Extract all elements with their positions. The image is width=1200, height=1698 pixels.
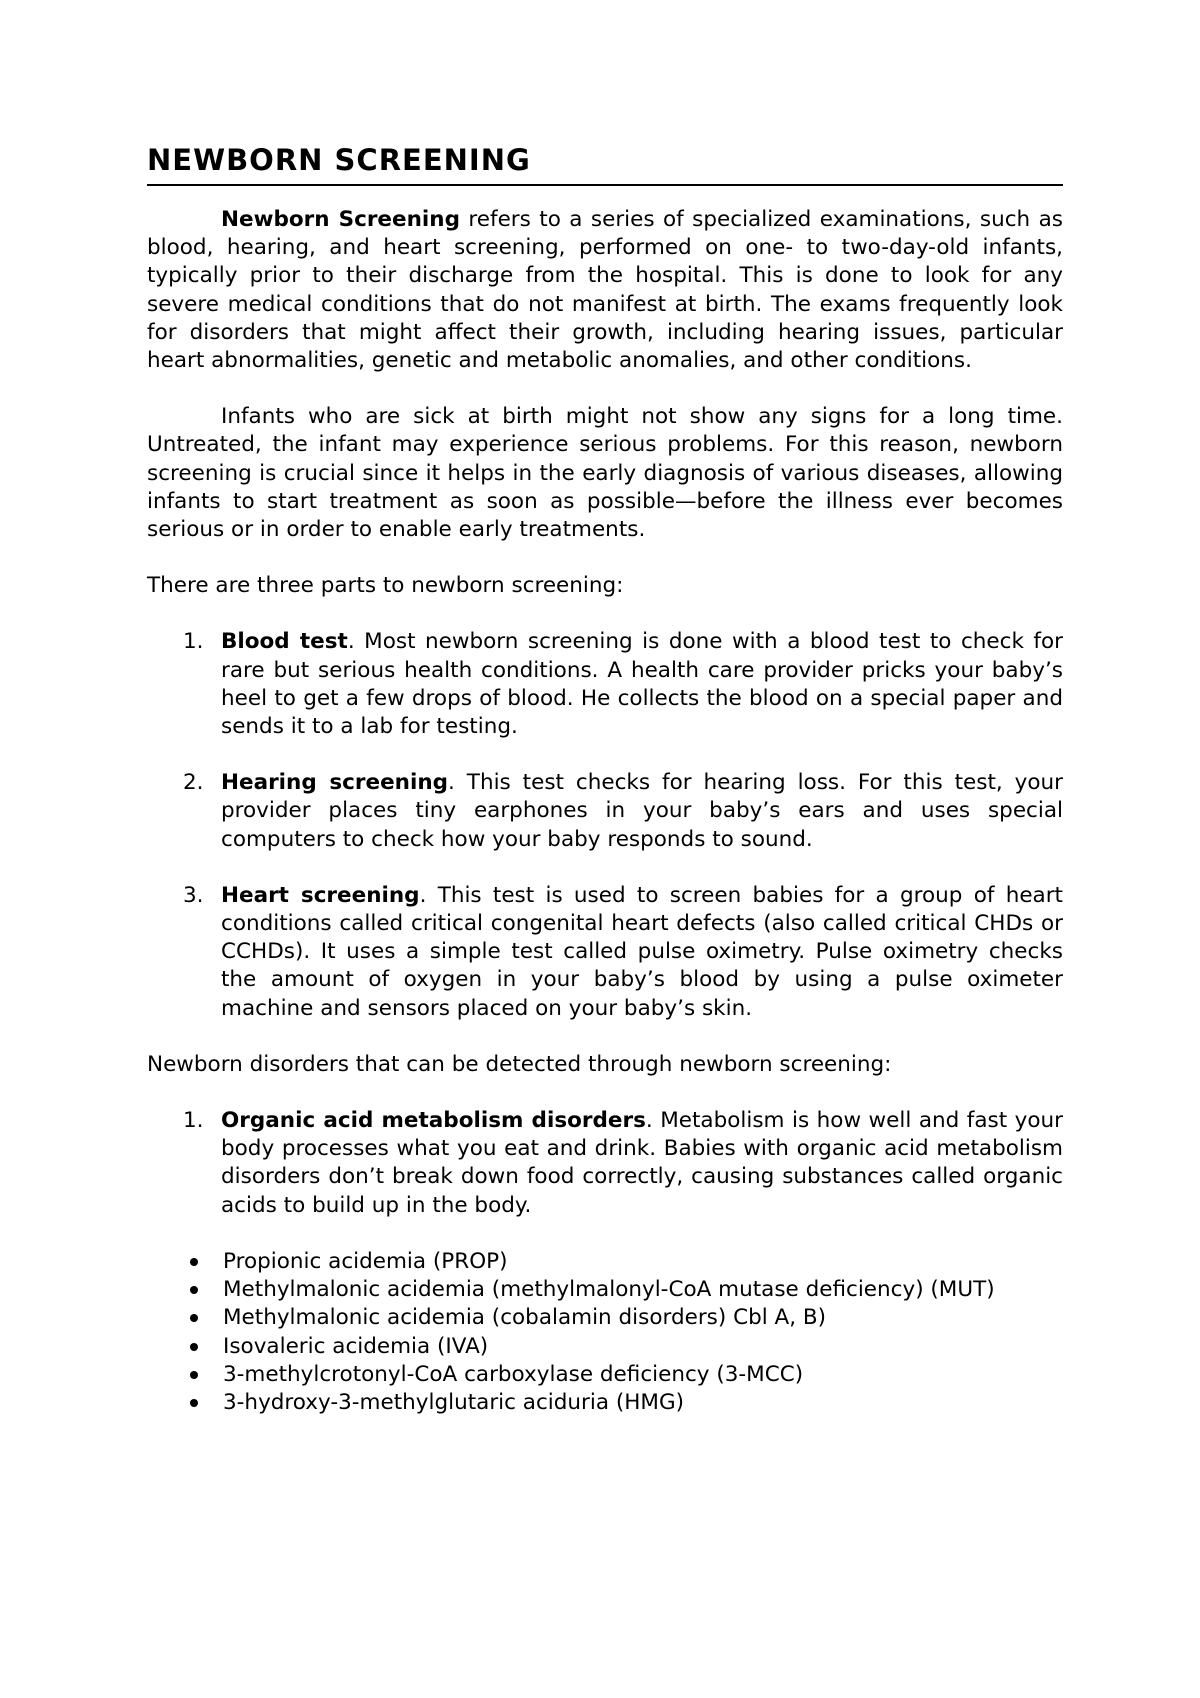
bullet-text: Propionic acidemia (PROP) (223, 1248, 508, 1274)
bullet-item (73, 1304, 1063, 1332)
list-item-text: . This test is used to screen babies for a group of heart conditions called critical congenital heart defects (also called critical CHDs or CCHDs). It uses a simple test called pulse oximetry. Pulse oximetry checks the amount of oxygen in your baby’s blood by using a pulse oximeter machine and sensors placed on your baby’s skin. (221, 882, 1063, 1021)
bullet-item (73, 1361, 1063, 1389)
list-number: 2. (183, 770, 204, 796)
disorders-list (147, 1107, 1063, 1220)
bullet-dot (190, 1258, 198, 1266)
bullet-text: Isovaleric acidemia (IVA) (223, 1333, 489, 1359)
bullet-dot (190, 1343, 198, 1351)
disorder-bullet-list (73, 1248, 1063, 1417)
parts-list (147, 628, 1063, 1022)
list-item-term: Heart screening (221, 882, 420, 908)
list-item (147, 1107, 1063, 1220)
bullet-text: 3-hydroxy-3-methylglutaric aciduria (HMG) (223, 1389, 685, 1415)
intro-term: Newborn Screening (221, 207, 460, 232)
list-item-term: Blood test (221, 629, 348, 655)
bullet-dot (190, 1371, 198, 1379)
list-item-text: . Most newborn screening is done with a blood test to check for rare but serious health conditions. A health care provider pricks your baby’s heel to get a few drops of blood. He collects the blood on a special paper and sends it to a lab for testing. (221, 629, 1063, 740)
intro-paragraph (147, 206, 1063, 375)
bullet-text: 3-methylcrotonyl-CoA carboxylase deficiency (3-MCC) (223, 1361, 804, 1387)
list-item (147, 769, 1063, 854)
bullet-text: Methylmalonic acidemia (cobalamin disorders) Cbl A, B) (223, 1305, 827, 1331)
list-item-term: Hearing screening (221, 770, 449, 796)
list-item-term: Organic acid metabolism disorders (221, 1108, 646, 1134)
list-number: 3. (183, 882, 204, 908)
list-item-text: . This test checks for hearing loss. For this test, your provider places tiny earphones in your baby’s ears and uses special computers to check how your baby responds to sound. (221, 770, 1063, 852)
bullet-item (73, 1389, 1063, 1417)
intro-text: refers to a series of specialized examinations, such as blood, hearing, and heart screening, performed on one- to two-day-old infants, typically prior to their discharge from the hospital. This is done to look for any severe medical conditions that do not manifest at birth. The exams frequently look for disorders that might affect their growth, including hearing issues, particular heart abnormalities, genetic and metabolic anomalies, and other conditions. (147, 207, 1063, 374)
page-title: NEWBORN SCREENING (147, 140, 1063, 186)
document-page (147, 140, 1063, 1417)
disorders-intro: Newborn disorders that can be detected through newborn screening: (147, 1051, 892, 1077)
bullet-item (73, 1333, 1063, 1361)
list-item (147, 628, 1063, 741)
parts-intro: There are three parts to newborn screening: (147, 573, 624, 599)
bullet-item (73, 1276, 1063, 1304)
bullet-dot (190, 1314, 198, 1322)
list-item (147, 882, 1063, 1023)
list-number: 1. (183, 1108, 204, 1134)
bullet-dot (190, 1399, 198, 1407)
list-item-text: . Metabolism is how well and fast your body processes what you eat and drink. Babies with organic acid metabolism disorders don’t break down food correctly, causing substances called organic acids to build up in the body. (221, 1108, 1064, 1218)
bullet-dot (190, 1286, 198, 1294)
bullet-item (73, 1248, 1063, 1276)
paragraph-importance: Infants who are sick at birth might not show any signs for a long time. Untreated, the infant may experience serious problems. For this reason, newborn screening is crucial since it helps in the early diagnosis of various diseases, allowing infants to start treatment as soon as possible—before the illness ever becomes serious or in order to enable early treatments. (147, 404, 1063, 543)
list-number: 1. (183, 629, 204, 655)
bullet-text: Methylmalonic acidemia (methylmalonyl-CoA mutase deficiency) (MUT) (223, 1277, 995, 1303)
